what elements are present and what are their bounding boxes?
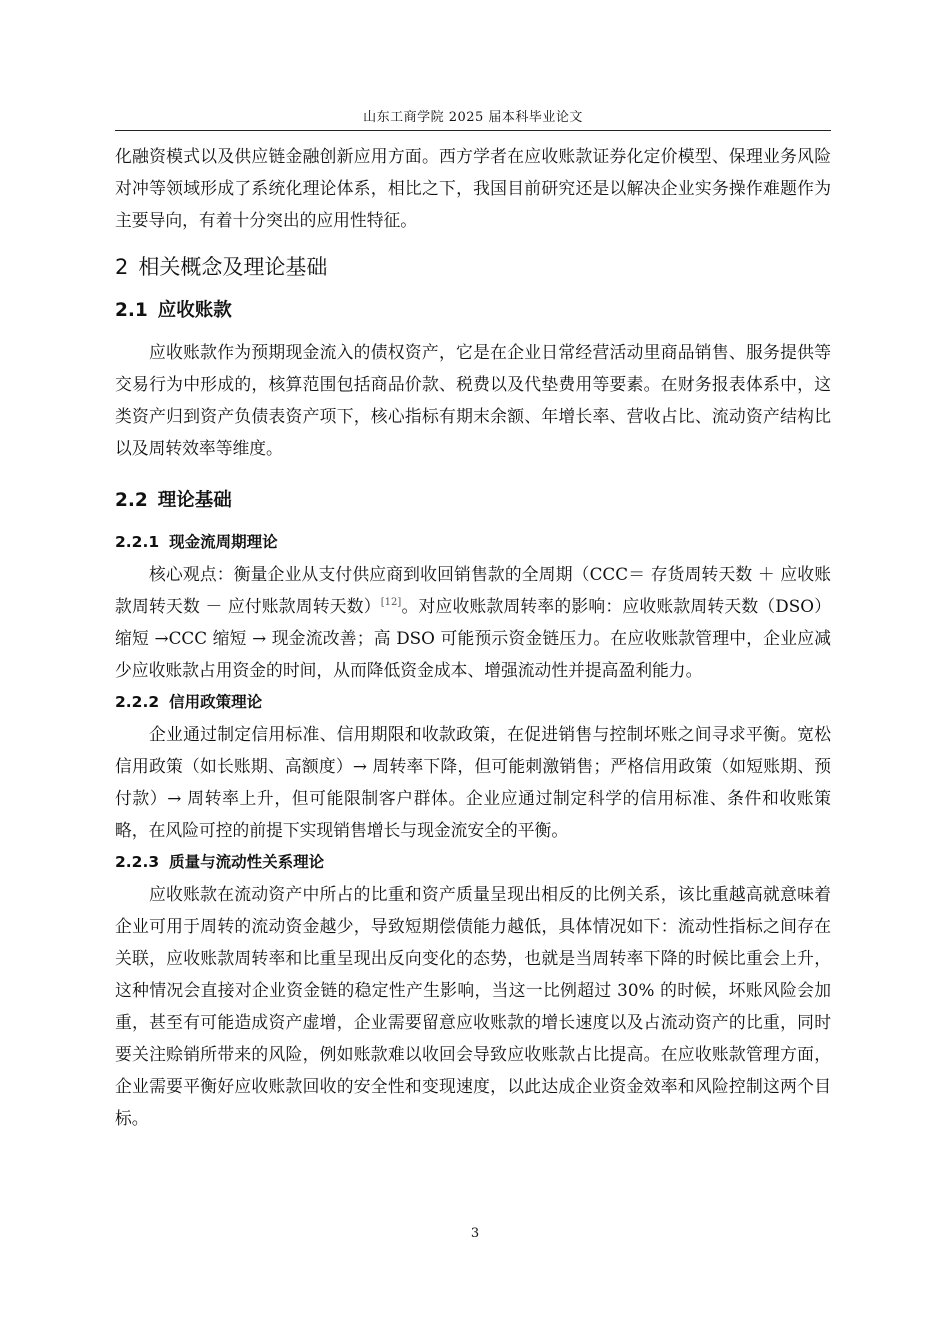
subsection-2-2-2-paragraph: 企业通过制定信用标准、信用期限和收款政策，在促进销售与控制坏账之间寻求平衡。宽松信用政策（如长账期、高额度）→ 周转率下降，但可能刺激销售；严格信用政策（如短账期、预付款）→ 周转率上升，但可能限制客户群体。企业应通过制定科学的信用标准、条件和收账策略，在风险可控的前提下实现销售增长与现金流安全的平衡。 bbox=[115, 724, 831, 840]
section-2-2-heading bbox=[115, 484, 831, 518]
page-header bbox=[115, 106, 831, 131]
section-2-2-title: 理论基础 bbox=[157, 490, 232, 511]
subsection-2-2-1-title: 现金流周期理论 bbox=[169, 533, 278, 551]
subsection-2-2-1-number: 2.2.1 bbox=[115, 533, 160, 551]
subsection-2-2-2-heading bbox=[115, 686, 831, 718]
subsection-2-2-1-heading bbox=[115, 526, 831, 558]
section-2-1-heading bbox=[115, 294, 831, 328]
section-2-1-title: 应收账款 bbox=[157, 300, 232, 321]
chapter-number: 2 bbox=[115, 255, 129, 279]
subsection-2-2-2-title: 信用政策理论 bbox=[169, 693, 263, 711]
subsection-2-2-2-number: 2.2.2 bbox=[115, 693, 160, 711]
page-number: 3 bbox=[470, 1226, 480, 1241]
header-title: 山东工商学院 2025 届本科毕业论文 bbox=[363, 110, 583, 125]
subsection-2-2-1-paragraph bbox=[115, 558, 831, 686]
subsection-2-2-3-paragraph: 应收账款在流动资产中所占的比重和资产质量呈现出相反的比例关系，该比重越高就意味着企业可用于周转的流动资金越少，导致短期偿债能力越低，具体情况如下：流动性指标之间存在关联，应收账款周转率和比重呈现出反向变化的态势，也就是当周转率下降的时候比重会上升，这种情况会直接对企业资金链的稳定性产生影响，当这一比例超过 30% 的时候，坏账风险会加重，甚至有可能造成资产虚增，企业需要留意应收账款的增长速度以及占流动资产的比重，同时要关注赊销所带来的风险，例如账款难以收回会导致应收账款占比提高。在应收账款管理方面，企业需要平衡好应收账款回收的安全性和变现速度，以此达成企业资金效率和风险控制这两个目标。 bbox=[115, 884, 831, 1128]
section-2-1-paragraph: 应收账款作为预期现金流入的债权资产，它是在企业日常经营活动里商品销售、服务提供等交易行为中形成的，核算范围包括商品价款、税费以及代垫费用等要素。在财务报表体系中，这类资产归到资产负债表资产项下，核心指标有期末余额、年增长率、营收占比、流动资产结构比以及周转效率等维度。 bbox=[115, 342, 831, 458]
section-2-2-number: 2.2 bbox=[115, 490, 148, 511]
page-body bbox=[115, 140, 831, 1134]
subsection-2-2-1-text-part1: 核心观点：衡量企业从支付供应商到收回销售款的全周期（CCC＝ 存货周转天数 ＋ 应收账款周转天数 － 应付账款周转天数） bbox=[115, 564, 831, 616]
chapter-title: 相关概念及理论基础 bbox=[138, 255, 328, 279]
subsection-2-2-3-title: 质量与流动性关系理论 bbox=[169, 853, 325, 871]
section-2-1-number: 2.1 bbox=[115, 300, 148, 321]
subsection-2-2-1-text-part2: 。对应收账款周转率的影响：应收账款周转天数（DSO）缩短 →CCC 缩短 → 现金流改善；高 DSO 可能预示资金链压力。在应收账款管理中，企业应减少应收账款占用资金的时间，从而降低资金成本、增强流动性并提高盈利能力。 bbox=[115, 596, 831, 680]
chapter-heading bbox=[115, 250, 831, 284]
citation-reference[interactable]: [12] bbox=[380, 597, 402, 608]
intro-paragraph: 化融资模式以及供应链金融创新应用方面。西方学者在应收账款证券化定价模型、保理业务风险对冲等领域形成了系统化理论体系，相比之下，我国目前研究还是以解决企业实务操作难题作为主要导向，有着十分突出的应用性特征。 bbox=[115, 146, 831, 230]
subsection-2-2-3-heading bbox=[115, 846, 831, 878]
subsection-2-2-3-number: 2.2.3 bbox=[115, 853, 160, 871]
